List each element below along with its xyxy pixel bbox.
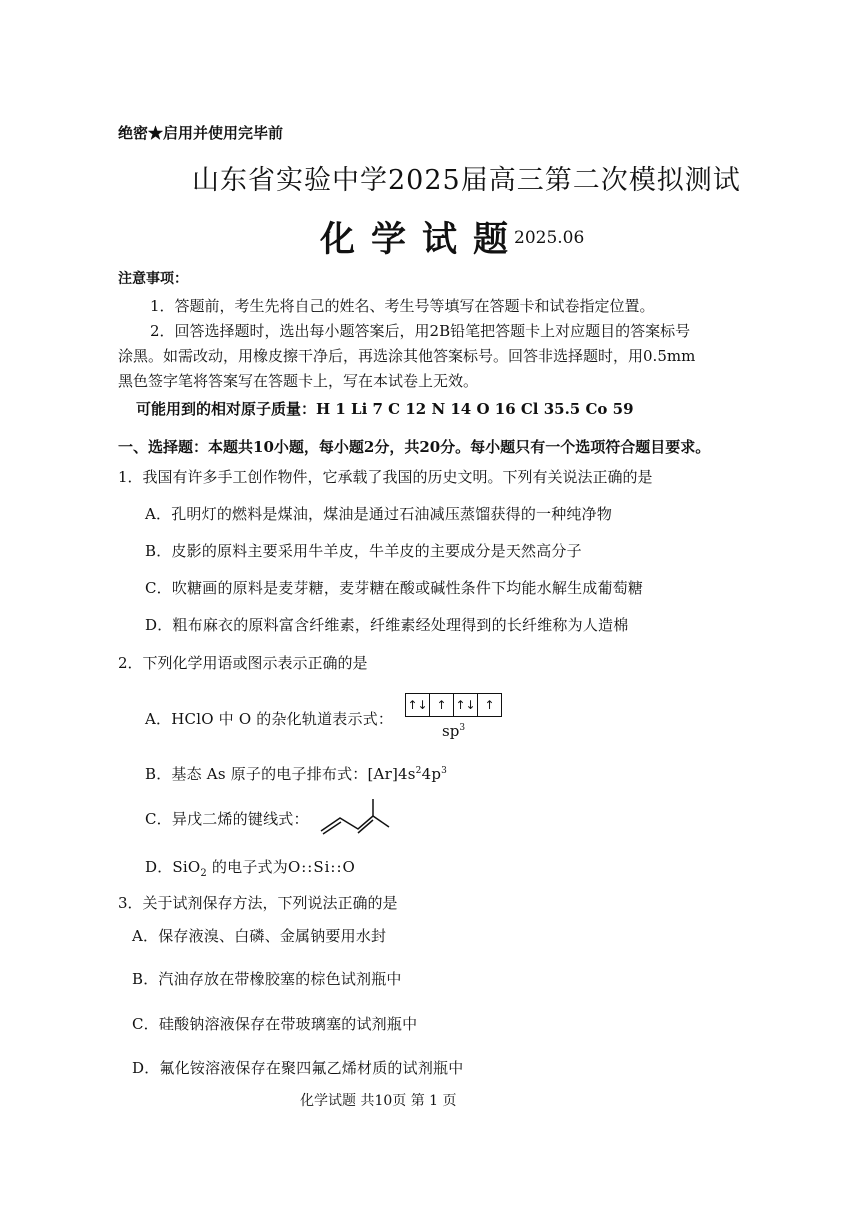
option-b-mid: 4p	[421, 765, 442, 783]
option-b-sup-2: 3	[441, 766, 448, 776]
orbital-diagram	[405, 693, 502, 717]
atomic-mass-line: 可能用到的相对原子质量：H 1 Li 7 C 12 N 14 O 16 Cl 35.5 Co 59	[136, 400, 634, 418]
notice-item-2-line-1: 2．回答选择题时，选出每小题答案后，用2B铅笔把答题卡上对应题目的答案标号	[150, 322, 691, 340]
option-b-sup-1: 2	[415, 766, 422, 776]
question-1-option-b: B．皮影的原料主要采用牛羊皮，牛羊皮的主要成分是天然高分子	[145, 542, 582, 560]
subject-title: 化学试题	[320, 219, 525, 260]
question-2-stem: 2．下列化学用语或图示表示正确的是	[118, 654, 368, 672]
section-heading: 一、选择题：本题共10小题，每小题2分，共20分。每小题只有一个选项符合题目要求。	[118, 438, 711, 456]
notice-item-1: 1．答题前，考生先将自己的姓名、考生号等填写在答题卡和试卷指定位置。	[150, 297, 655, 315]
question-2-option-a: A．HClO 中 O 的杂化轨道表示式：	[145, 710, 394, 728]
exam-title: 山东省实验中学2025届高三第二次模拟测试	[192, 165, 741, 196]
orbital-label-text: sp	[442, 722, 460, 740]
confidential-label: 绝密★启用并使用完毕前	[118, 124, 284, 142]
orbital-label-sup: 3	[459, 723, 466, 733]
option-d-text: D．SiO	[145, 858, 201, 876]
option-b-text: B．基态 As 原子的电子排布式：[Ar]4s	[145, 765, 416, 783]
option-d-sub: 2	[200, 868, 207, 879]
exam-date: 2025.06	[514, 228, 585, 248]
question-1-option-a: A．孔明灯的燃料是煤油，煤油是通过石油减压蒸馏获得的一种纯净物	[145, 505, 613, 523]
orbital-box: ↑	[430, 694, 454, 716]
question-2-option-b	[145, 763, 447, 784]
question-2-option-d	[145, 856, 356, 879]
sio2-electron-formula: O::Si::O	[287, 858, 356, 876]
orbital-box: ↑	[484, 698, 495, 712]
orbital-box: ↑↓	[454, 694, 478, 716]
notice-item-2-line-3: 黑色签字笔将答案写在答题卡上，写在本试卷上无效。	[118, 372, 479, 390]
orbital-label	[442, 722, 465, 740]
notice-item-2-line-2: 涂黑。如需改动，用橡皮擦干净后，再选涂其他答案标号。回答非选择题时，用0.5mm	[118, 347, 696, 365]
option-d-rest: 的电子式为	[206, 858, 288, 876]
isoprene-skeletal-formula	[318, 796, 392, 836]
question-3-option-b: B．汽油存放在带橡胶塞的棕色试剂瓶中	[132, 970, 402, 988]
question-3-stem: 3．关于试剂保存方法，下列说法正确的是	[118, 894, 398, 912]
question-3-option-a: A．保存液溴、白磷、金属钠要用水封	[132, 927, 387, 945]
question-3-option-d: D．氟化铵溶液保存在聚四氟乙烯材质的试剂瓶中	[132, 1059, 464, 1077]
page-footer: 化学试题 共10页 第 1 页	[300, 1093, 457, 1109]
question-1-stem: 1．我国有许多手工创作物件，它承载了我国的历史文明。下列有关说法正确的是	[118, 468, 653, 486]
orbital-box: ↑↓	[406, 694, 430, 716]
notice-heading: 注意事项：	[118, 271, 188, 287]
question-1-option-d: D．粗布麻衣的原料富含纤维素，纤维素经处理得到的长纤维称为人造棉	[145, 616, 629, 634]
question-2-option-c: C．异戊二烯的键线式：	[145, 810, 309, 828]
question-1-option-c: C．吹糖画的原料是麦芽糖，麦芽糖在酸或碱性条件下均能水解生成葡萄糖	[145, 579, 644, 597]
question-3-option-c: C．硅酸钠溶液保存在带玻璃塞的试剂瓶中	[132, 1015, 418, 1033]
